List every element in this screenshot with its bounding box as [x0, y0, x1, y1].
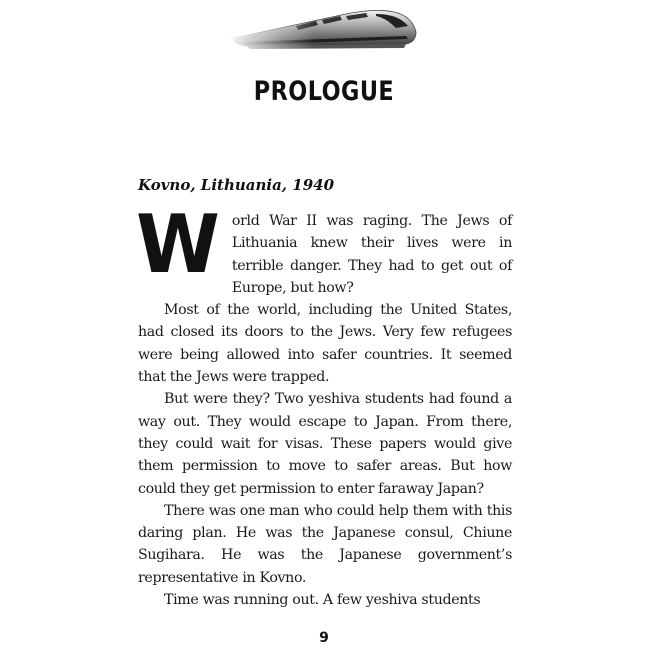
paragraph-4: There was one man who could help them with this daring plan. He was the Japanese consul, Chiune Sugihara. He was the Japanese government’s representative in Kovno.: [138, 502, 512, 586]
page-number: 9: [319, 630, 329, 646]
train-illustration: [226, 2, 422, 54]
paragraph-5: Time was running out. A few yeshiva students: [164, 592, 481, 609]
drop-cap: W: [136, 198, 220, 291]
paragraph-2: Most of the world, including the United States, had closed its doors to the Jews. Very few refugees were being allowed into safer countries. It seemed that the Jews were trapped.: [138, 302, 512, 386]
paragraph-1: [136, 198, 512, 299]
body-text: [136, 198, 512, 611]
paragraph-1-text: orld War II was raging. The Jews of Lithuania knew their lives were in terrible danger. They had to get out of Europe, but how?: [231, 213, 512, 296]
page-title: PROLOGUE: [253, 76, 395, 107]
section-location: Kovno, Lithuania, 1940: [138, 176, 335, 194]
paragraph-3: But were they? Two yeshiva students had found a way out. They would escape to Japan. From there, they could wait for visas. These papers would give them permission to move to safer areas. But how could they get permission to enter faraway Japan?: [138, 391, 512, 497]
